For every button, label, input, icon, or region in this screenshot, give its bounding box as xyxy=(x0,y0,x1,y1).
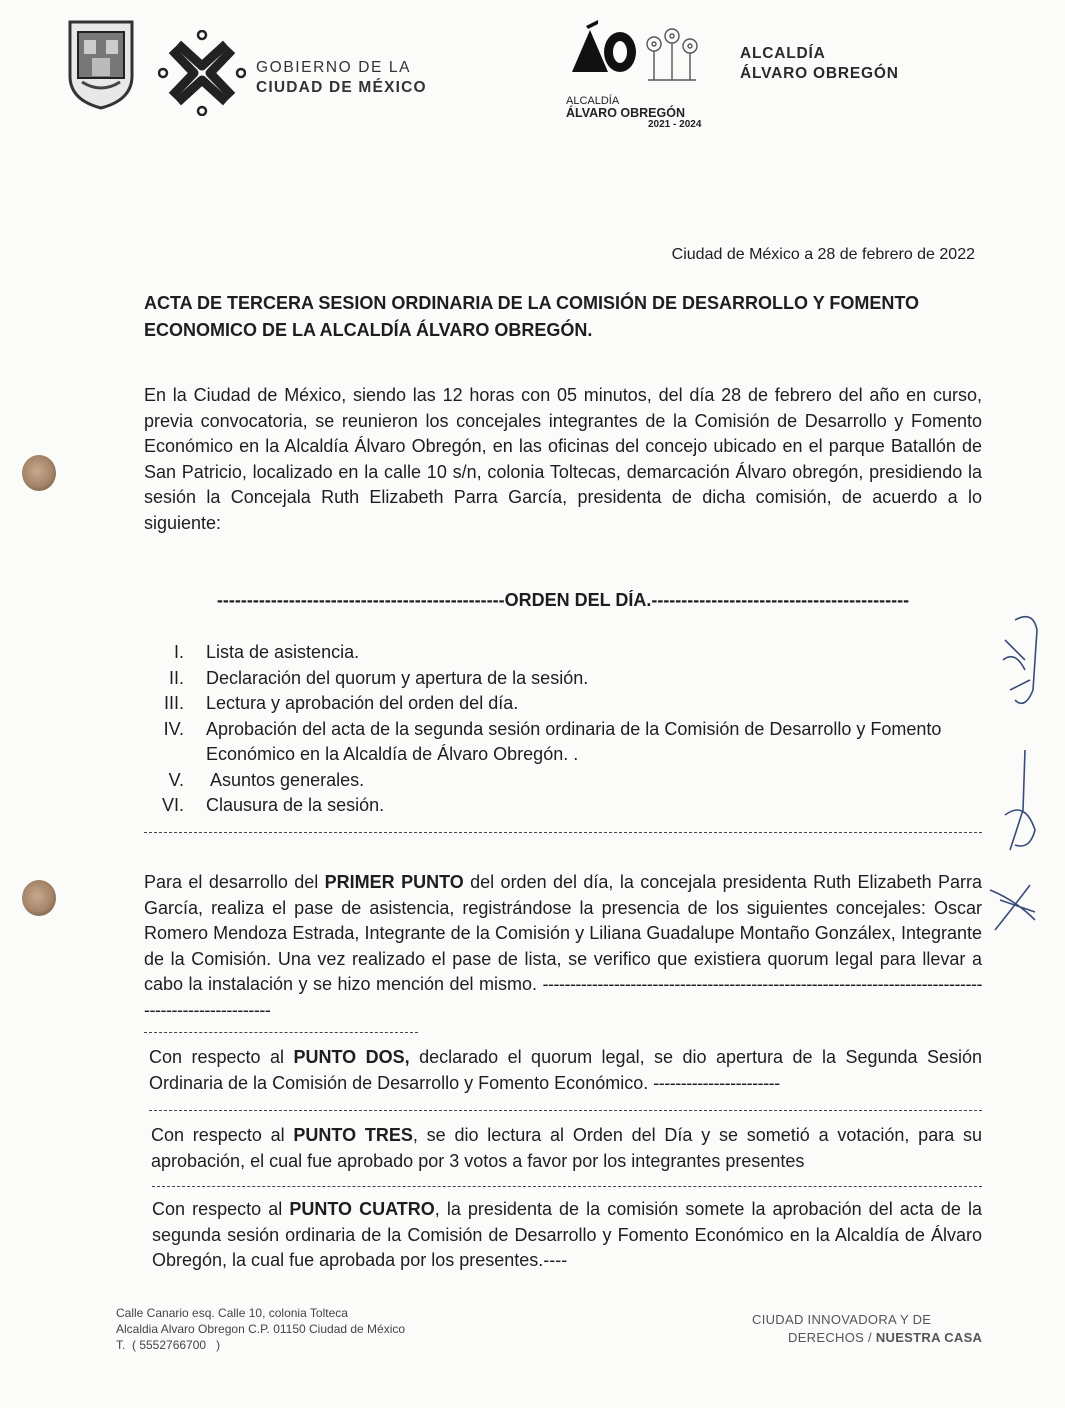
caption-alcaldia: ALCALDÍA xyxy=(566,95,620,107)
punto-uno-label: PRIMER PUNTO xyxy=(324,872,464,892)
dashed-divider xyxy=(144,1032,418,1033)
caption-years: 2021 - 2024 xyxy=(648,119,702,130)
punto-tres-paragraph xyxy=(151,1123,982,1174)
alcaldia-right-line-1: ALCALDÍA xyxy=(740,45,826,62)
agenda-item xyxy=(144,768,989,794)
footer-motto-line-2a: DERECHOS / xyxy=(788,1330,876,1345)
punch-hole xyxy=(22,880,56,916)
footer-address-line-2: Alcaldia Alvaro Obregon C.P. 01150 Ciudad de México xyxy=(116,1322,406,1336)
punto-tres-pre: Con respecto al xyxy=(151,1125,294,1145)
agenda-item xyxy=(144,640,989,666)
agenda-item xyxy=(144,717,989,768)
punto-cuatro-paragraph xyxy=(152,1197,982,1274)
footer-motto-line-2b: NUESTRA CASA xyxy=(875,1330,983,1345)
punto-dos-text: declarado el quorum legal, se dio apertura de la Segunda Sesión Ordinaria de la Comisión de Desarrollo y Fomento Económico. xyxy=(149,1047,983,1093)
punto-uno-paragraph xyxy=(144,870,982,1023)
punch-hole xyxy=(22,455,56,491)
punto-uno-pre: Para el desarrollo del xyxy=(144,872,325,892)
footer-motto xyxy=(752,1311,982,1347)
punto-tres-text: , se dio lectura al Orden del Día y se sometió a votación, para su aprobación, el cual fue aprobado por 3 votos a favor por los integrantes presentes xyxy=(151,1125,982,1171)
punto-cuatro-label: PUNTO CUATRO xyxy=(289,1199,435,1219)
orden-dash-right: ------------------------------------------- xyxy=(651,590,910,610)
footer-address-line-1: Calle Canario esq. Calle 10, colonia Tolteca xyxy=(116,1306,348,1320)
footer-phone: T. ( 5552766700 ) xyxy=(116,1338,221,1352)
agenda-number: III. xyxy=(163,693,184,713)
punto-uno-trail: ------------------------------------------------------------------------------------------------------- xyxy=(144,974,982,1020)
alvaro-obregon-caption xyxy=(566,95,716,131)
footer-motto-line-2 xyxy=(752,1329,982,1347)
agenda-list xyxy=(144,640,989,819)
agenda-text: Lista de asistencia. xyxy=(206,642,360,662)
gobierno-line-1: GOBIERNO DE LA xyxy=(256,59,412,76)
cdmx-government-logo xyxy=(158,30,246,116)
agenda-number: VI. xyxy=(161,795,184,815)
agenda-number: I. xyxy=(173,642,184,662)
punto-dos-trail: ----------------------- xyxy=(653,1072,780,1093)
document-date: Ciudad de México a 28 de febrero de 2022 xyxy=(671,246,975,263)
agenda-number: IV. xyxy=(163,718,184,739)
punto-cuatro-text: , la presidenta de la comisión somete la aprobación del acta de la segunda sesión ordinaria de la Comisión de Desarrollo y Fomento Económico en la Alcaldía de Álvaro Obregón, la cual fue aprobada por los presentes.---- xyxy=(152,1199,982,1270)
punto-tres-label: PUNTO TRES xyxy=(293,1125,413,1145)
caption-alvaro-obregon: ÁLVARO OBREGÓN xyxy=(566,106,685,120)
agenda-text: Lectura y aprobación del orden del día. xyxy=(206,693,519,713)
orden-del-dia-heading xyxy=(144,590,982,611)
agenda-text: Clausura de la sesión. xyxy=(206,795,385,815)
agenda-text: Declaración del quorum y apertura de la sesión. xyxy=(206,667,589,688)
punto-dos-label: PUNTO DOS, xyxy=(293,1047,410,1067)
orden-dash-left: ------------------------------------------------ xyxy=(216,590,505,610)
document-title: ACTA DE TERCERA SESION ORDINARIA DE LA COMISIÓN DE DESARROLLO Y FOMENTO ECONOMICO DE LA ALCALDÍA ÁLVARO OBREGÓN. xyxy=(144,293,920,340)
cdmx-coat-of-arms-logo xyxy=(62,14,140,110)
alvaro-obregon-logo xyxy=(568,18,703,92)
margin-signatures xyxy=(985,600,1055,950)
intro-paragraph: En la Ciudad de México, siendo las 12 horas con 05 minutos, del día 28 de febrero del año en curso, previa convocatoria, se reunieron los concejales integrantes de la Comisión de Desarrollo y Fomento Económico en la Alcaldía Álvaro Obregón, en las oficinas del concejo ubicado en el parque Batallón de San Patricio, localizado en la calle 10 s/n, colonia Toltecas, demarcación Álvaro obregón, presidiendo la sesión la Concejala Ruth Elizabeth Parra García, presidenta de dicha comisión, de acuerdo a lo siguiente: xyxy=(144,385,982,533)
footer-address xyxy=(116,1305,405,1353)
agenda-text: Aprobación del acta de la segunda sesión ordinaria de la Comisión de Desarrollo y Fomento Económico en la Alcaldía de Álvaro Obregón. . xyxy=(206,718,942,764)
agenda-item xyxy=(144,793,989,819)
alcaldia-header-text xyxy=(740,44,899,84)
agenda-number: V. xyxy=(168,769,184,790)
orden-heading-text: ORDEN DEL DÍA. xyxy=(504,590,652,610)
dashed-divider xyxy=(152,1186,982,1187)
agenda-number: II. xyxy=(168,667,184,688)
agenda-item xyxy=(144,691,989,717)
punto-cuatro-pre: Con respecto al xyxy=(152,1199,290,1219)
gobierno-cdmx-wordmark xyxy=(256,58,427,98)
alcaldia-right-line-2: ÁLVARO OBREGÓN xyxy=(740,65,899,82)
agenda-text: Asuntos generales. xyxy=(206,769,365,790)
punto-dos-paragraph xyxy=(149,1045,982,1096)
punto-dos-pre: Con respecto al xyxy=(149,1047,294,1067)
dashed-divider xyxy=(144,832,982,833)
agenda-item xyxy=(144,666,989,692)
dashed-divider xyxy=(149,1110,982,1111)
punto-uno-text: del orden del día, la concejala presidenta Ruth Elizabeth Parra García, realiza el pase de asistencia, registrándose la presencia de los siguientes concejales: Oscar Romero Mendoza Estrada, Integrante de la Comisión y Liliana Guadalupe Montaño Gonzálex, Integrante de la Comisión. Una vez realizado el pase de lista, se verifico que existiera quorum legal para llevar a cabo la instalación y se hizo mención del mismo. xyxy=(144,872,982,994)
gobierno-line-2: CIUDAD DE MÉXICO xyxy=(256,79,427,96)
footer-motto-line-1: CIUDAD INNOVADORA Y DE xyxy=(752,1312,932,1327)
